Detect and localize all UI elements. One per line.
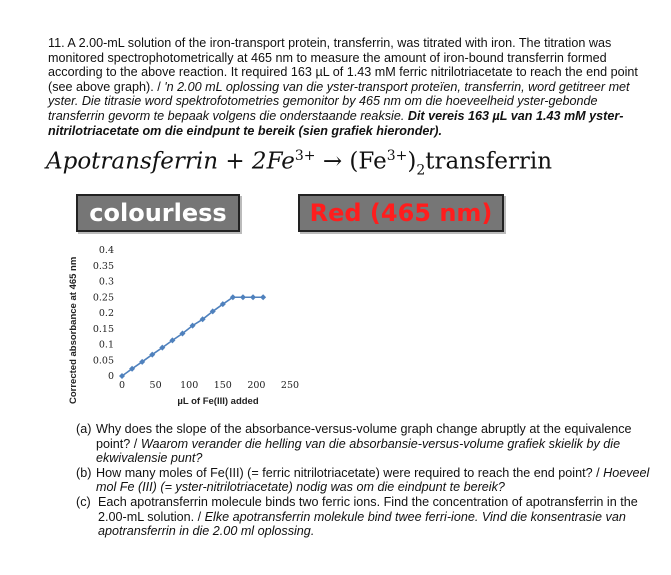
data-point [260, 294, 266, 300]
question-a-label: (a) [76, 422, 92, 436]
question-c-label: (c) [76, 494, 91, 509]
y-tick-label: 0.4 [98, 245, 114, 256]
equation-subscript: 2 [416, 162, 426, 179]
y-tick-label: 0 [107, 371, 114, 382]
colourless-label-box: colourless [76, 194, 240, 232]
equation-product: transferrin [425, 148, 553, 175]
y-tick-label: 0.15 [92, 323, 114, 335]
y-axis-title: Corrected absorbance at 465 nm [68, 256, 79, 404]
question-b-english: How many moles of Fe(III) (= ferric nitrilotriacetate) were required to reach the end point? / [96, 465, 604, 480]
equation-charge-2: 3+ [386, 148, 408, 164]
question-a [76, 422, 666, 466]
y-tick-label: 0.35 [92, 260, 114, 272]
x-axis-title: µL of Fe(III) added [177, 396, 259, 407]
reaction-equation [46, 148, 552, 178]
problem-statement [48, 36, 648, 138]
question-b-afrikaans: Hoeveel mol Fe (III) (= yster-nitrilotriacetate) nodig was om die eindpunt te bereik? [96, 465, 650, 495]
x-tick-labels [119, 380, 299, 391]
question-b [76, 466, 666, 495]
question-c-body [84, 495, 666, 539]
question-list [76, 422, 666, 539]
y-tick-label: 0.2 [98, 308, 114, 319]
y-tick-labels [93, 245, 114, 382]
question-a-afrikaans: Waarom verander die helling van die absorbansie-versus-volume grafiek skielik by die ekwivalensie punt? [96, 436, 621, 466]
question-a-english: Why does the slope of the absorbance-versus-volume graph change abruptly at the equivalence point? / [96, 422, 632, 451]
y-tick-label: 0.1 [98, 339, 114, 351]
y-tick-label: 0.25 [92, 292, 114, 304]
question-c-english: Each apotransferrin molecule binds two ferric ions. Find the concentration of apotransferrin in the 2.00-mL solution. / [98, 494, 638, 524]
equation-charge: 3+ [294, 148, 316, 164]
x-tick-label: 200 [247, 380, 266, 391]
y-tick-label: 0.05 [92, 355, 114, 367]
data-point [250, 294, 256, 300]
y-tick-label: 0.3 [98, 276, 114, 288]
problem-text-english: 11. A 2.00-mL solution of the iron-transport protein, transferrin, was titrated with iron. The titration was monitored spectrophotometrically at 465 nm to measure the amount of iron-bound transferrin formed according to the above reaction. It required 163 µL of 1.43 mM ferric nitrilotriacetate to reach the end point (see above graph). / [48, 36, 638, 94]
equation-plus: + 2 [218, 148, 267, 175]
data-series [119, 294, 266, 379]
x-tick-label: 100 [180, 380, 199, 391]
problem-text-afrikaans-bold: Dit vereis 163 µL van 1.43 mM yster-nitrilotriacetate om die eindpunt te bereik (sien grafiek hieronder). [48, 108, 624, 138]
equation-iron: Fe [266, 148, 295, 175]
x-tick-label: 50 [149, 380, 162, 391]
equation-close-paren: ) [407, 148, 417, 175]
problem-text-afrikaans: 'n 2.00 mL oplossing van die yster-transport proteïen, transferrin, word getitreer met yster. Die titrasie word spektrofotometries gemonitor by 465 nm om die hoeveelheid yster-gebonde transferrin gevorm te bepaak volgens die onderstaande reaksie. [48, 79, 630, 123]
x-tick-label: 150 [213, 380, 232, 391]
x-tick-label: 250 [280, 380, 300, 391]
question-c [76, 495, 666, 539]
question-b-label: (b) [76, 465, 92, 480]
equation-reactant: Apotransferrin [46, 148, 219, 175]
x-tick-label: 0 [118, 380, 126, 391]
data-point [240, 294, 246, 300]
question-c-afrikaans: Elke apotransferrin molekule bind twee ferri-ione. Vind die konsentrasie van apotransferrin in die 2.00 ml oplossing. [98, 509, 626, 539]
red-label-box: Red (465 nm) [298, 194, 504, 232]
titration-chart [58, 236, 318, 416]
equation-arrow: → (Fe [315, 148, 387, 175]
series-line [122, 297, 263, 376]
